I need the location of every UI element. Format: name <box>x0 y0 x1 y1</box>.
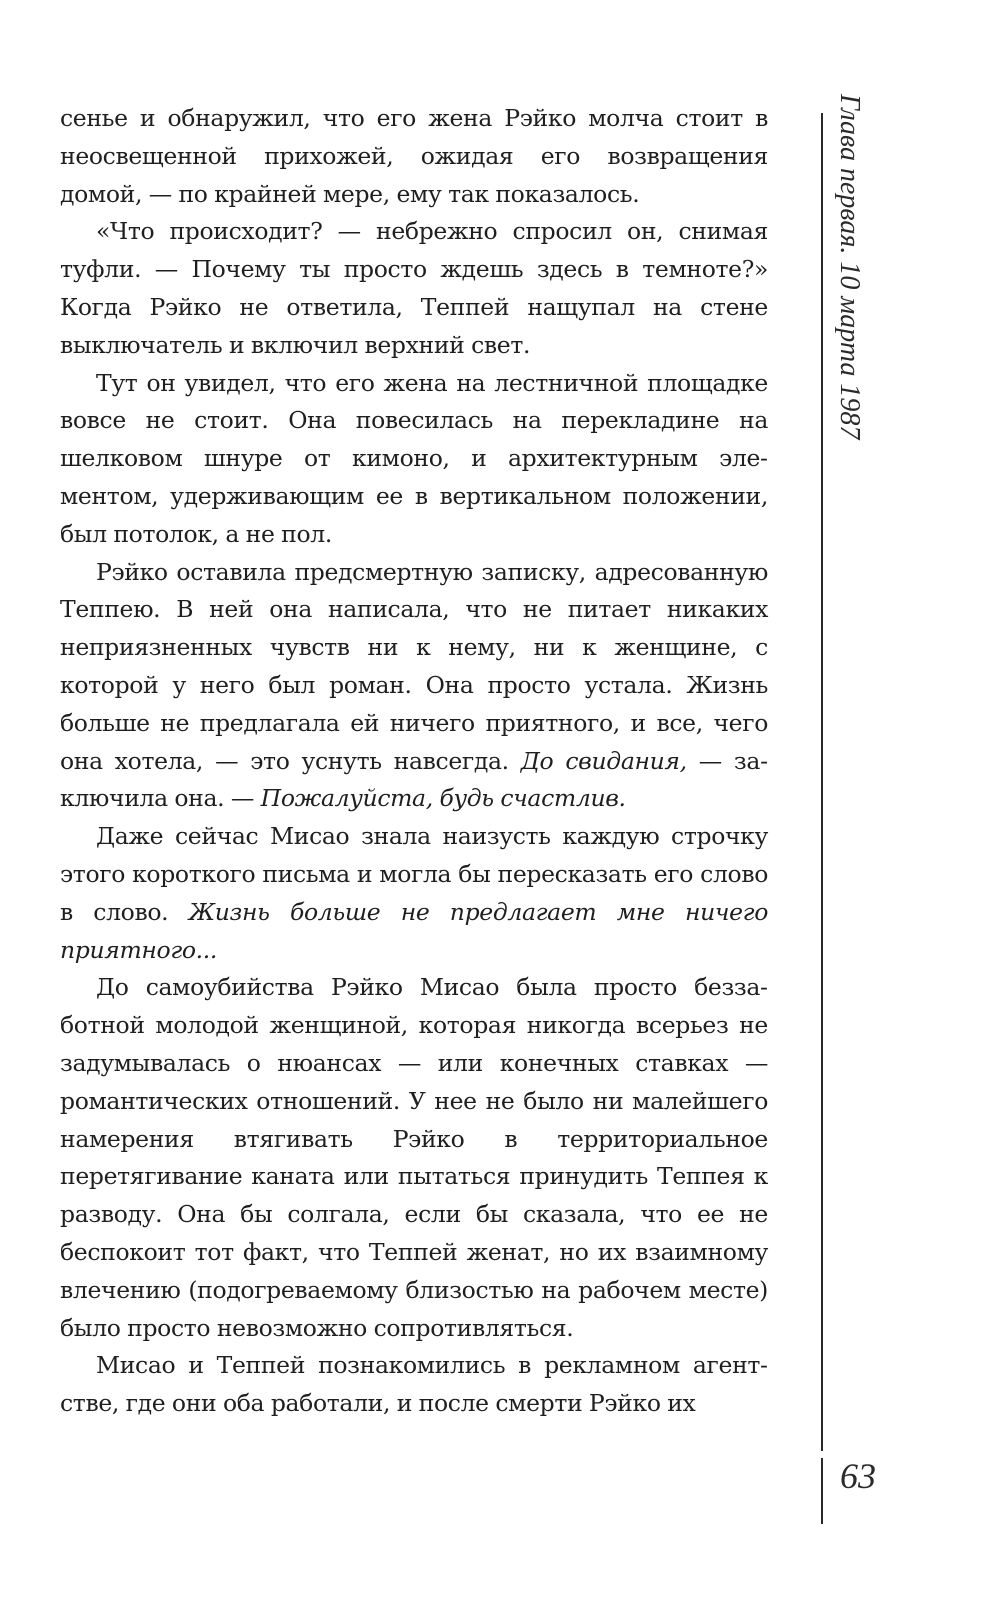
paragraph-1: сенье и обнаружил, что его жена Рэйко молча стоит в неосвещенной прихожей, ожидая его возвращения домой, — по крайней мере, ему так показалось. <box>60 104 768 208</box>
margin-rule-top <box>821 113 823 1451</box>
margin-rule-bottom <box>821 1458 823 1524</box>
paragraph-5-text: Даже сейчас Мисао знала наизусть каждую строчку этого короткого письма и могла бы пересказать его слово в слово. <box>60 822 768 926</box>
paragraph-3: Тут он увидел, что его жена на лестничной площадке вовсе не стоит. Она повесилась на перекладине на шелковом шнуре от кимоно, и архитектурным элементом, удерживающим ее в вертикальном положении, был потолок, а не пол. <box>60 368 768 548</box>
running-head <box>829 94 863 474</box>
page-number: 63 <box>840 1456 876 1496</box>
paragraph-4-italic-a: До свидания, <box>520 746 687 775</box>
paragraph-5 <box>60 818 768 969</box>
running-head-text: Глава первая. 10 марта 1987 <box>834 94 865 440</box>
body-text <box>60 100 768 1423</box>
paragraph-4-text-a: Рэйко оставила предсмертную записку, адресованную Теппею. В ней она написала, что не питает никаких неприязненных чувств ни к нему, ни к женщине, с которой у него был роман. Она просто устала. Жизнь больше не предлагала ей ничего приятного, и все, чего она хотела, — это уснуть навсегда. <box>60 557 768 775</box>
paragraph-4-italic-b: Пожалуйста, будь счастлив. <box>260 784 626 813</box>
paragraph-6: До самоубийства Рэйко Мисао была просто беззаботной молодой женщиной, которая никогда всерьез не задумывалась о нюансах — или конечных ставках — романтических отношений. У нее не было ни малейшего намерения втягивать Рэйко в территориальное перетягивание каната или пытаться принудить Теппея к разводу. Она бы солгала, если бы сказала, что ее не беспокоит тот факт, что Теппей женат, но их взаимному влечению (подогреваемому близостью на рабочем месте) было просто невозможно сопротивляться. <box>60 973 768 1342</box>
paragraph-7: Мисао и Теппей познакомились в рекламном агентстве, где они оба работали, и после смерти Рэйко их <box>60 1351 768 1418</box>
paragraph-4 <box>60 554 768 819</box>
paragraph-4-text-b: — заключила она. — <box>60 746 769 813</box>
paragraph-5-italic: Жизнь больше не предлагает мне ничего приятного... <box>60 897 769 964</box>
paragraph-2: «Что происходит? — небрежно спросил он, снимая туфли. — Почему ты просто ждешь здесь в темноте?» Когда Рэйко не ответила, Теппей нащупал на стене выключатель и включил верхний свет. <box>60 217 768 359</box>
